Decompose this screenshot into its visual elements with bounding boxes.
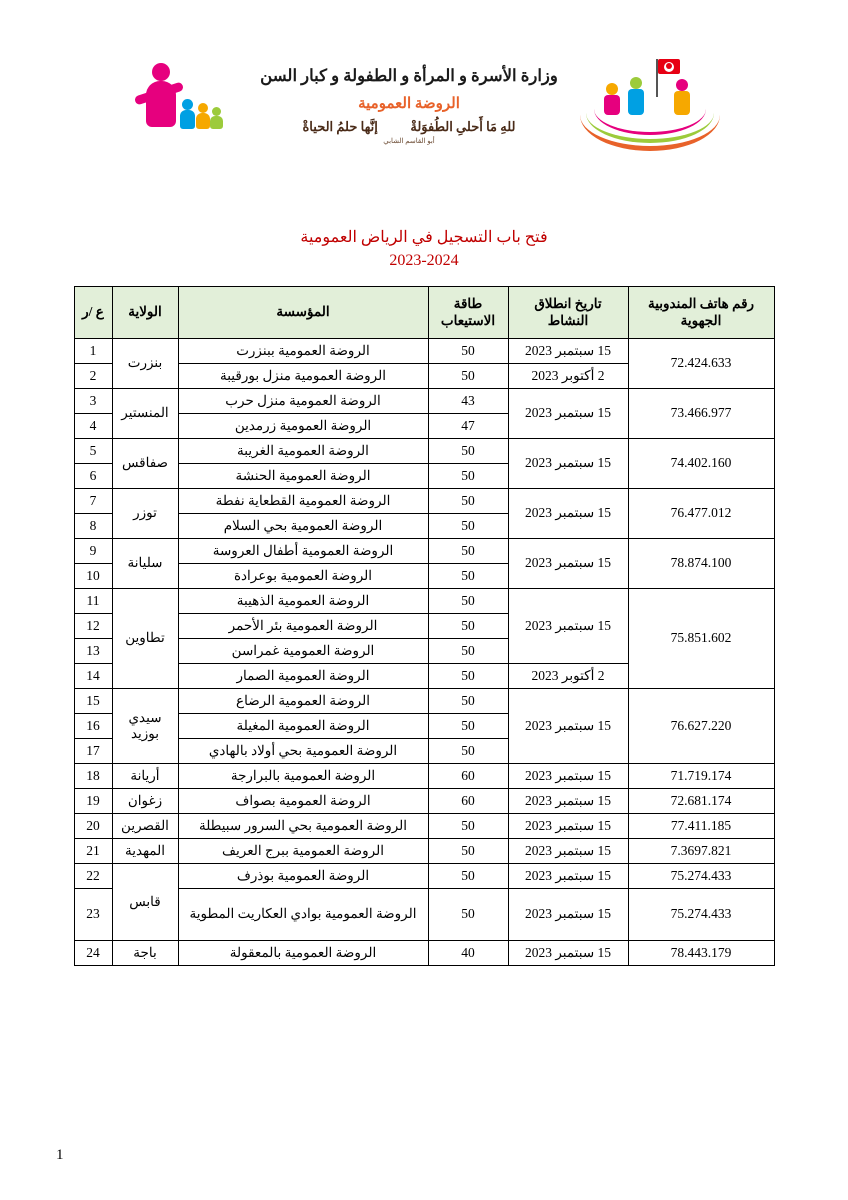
table-row	[74, 339, 774, 364]
cell-start-date: 15 سبتمبر 2023	[508, 339, 628, 364]
slogan-attribution: أبو القاسم الشابي	[383, 136, 435, 145]
cell-index: 9	[74, 539, 112, 564]
cell-phone: 74.402.160	[628, 439, 774, 489]
cell-index: 21	[74, 839, 112, 864]
cell-institution: الروضة العمومية أطفال العروسة	[178, 539, 428, 564]
cell-start-date: 15 سبتمبر 2023	[508, 439, 628, 489]
cell-phone: 76.627.220	[628, 689, 774, 764]
table-row	[74, 839, 774, 864]
table-row	[74, 864, 774, 889]
column-header-governorate: الولاية	[112, 287, 178, 339]
page-number: 1	[56, 1147, 64, 1163]
cell-capacity: 50	[428, 839, 508, 864]
cell-phone: 72.424.633	[628, 339, 774, 389]
cell-governorate: صفاقس	[112, 439, 178, 489]
table-row	[74, 764, 774, 789]
cell-phone: 76.477.012	[628, 489, 774, 539]
cell-start-date: 15 سبتمبر 2023	[508, 889, 628, 941]
page-title	[56, 226, 792, 272]
cell-institution: الروضة العمومية غمراسن	[178, 639, 428, 664]
cell-capacity: 50	[428, 614, 508, 639]
cell-capacity: 60	[428, 789, 508, 814]
child-head-3	[676, 79, 688, 91]
column-header-capacity: طاقة الاستيعاب	[428, 287, 508, 339]
cell-institution: الروضة العمومية بئر الأحمر	[178, 614, 428, 639]
column-header-start-date: تاريخ انطلاق النشاط	[508, 287, 628, 339]
cell-index: 1	[74, 339, 112, 364]
cell-phone: 75.274.433	[628, 864, 774, 889]
cell-index: 24	[74, 941, 112, 966]
cell-institution: الروضة العمومية منزل بورقيبة	[178, 364, 428, 389]
cell-capacity: 50	[428, 339, 508, 364]
ministry-text-block	[256, 66, 562, 145]
cell-capacity: 50	[428, 714, 508, 739]
cell-governorate: زغوان	[112, 789, 178, 814]
cell-institution: الروضة العمومية بحي أولاد بالهادي	[178, 739, 428, 764]
cell-phone: 78.874.100	[628, 539, 774, 589]
cell-phone: 73.466.977	[628, 389, 774, 439]
cell-institution: الروضة العمومية بالمعقولة	[178, 941, 428, 966]
cell-capacity: 50	[428, 439, 508, 464]
cell-institution: الروضة العمومية زرمدين	[178, 414, 428, 439]
cell-capacity: 50	[428, 889, 508, 941]
slogan-part-1: للهِ مَا أَحلىِ الطُفوَلةْ	[410, 118, 516, 134]
cell-capacity: 50	[428, 689, 508, 714]
cell-institution: الروضة العمومية الرضاع	[178, 689, 428, 714]
cell-capacity: 50	[428, 464, 508, 489]
cell-governorate: المنستير	[112, 389, 178, 439]
table-row	[74, 539, 774, 564]
cell-phone: 77.411.185	[628, 814, 774, 839]
kindergarten-registration-table	[74, 286, 775, 966]
cell-governorate: القصرين	[112, 814, 178, 839]
cell-governorate: توزر	[112, 489, 178, 539]
cell-governorate: سليانة	[112, 539, 178, 589]
child-body-green-icon	[210, 116, 223, 129]
child-family-logo	[128, 59, 238, 151]
child-body-yellow-icon	[196, 113, 210, 129]
cell-phone: 75.851.602	[628, 589, 774, 689]
cell-governorate: تطاوين	[112, 589, 178, 689]
document-header	[56, 50, 792, 160]
cell-capacity: 50	[428, 514, 508, 539]
cell-start-date: 15 سبتمبر 2023	[508, 389, 628, 439]
cell-index: 10	[74, 564, 112, 589]
cell-start-date: 2 أكتوبر 2023	[508, 664, 628, 689]
ministry-slogan	[260, 119, 558, 135]
cell-index: 11	[74, 589, 112, 614]
cell-institution: الروضة العمومية الذهيبة	[178, 589, 428, 614]
table-row	[74, 814, 774, 839]
cell-phone: 72.681.174	[628, 789, 774, 814]
child-body-blue-icon	[180, 110, 195, 129]
child-head-green-icon	[212, 107, 221, 116]
cell-capacity: 50	[428, 739, 508, 764]
table-row	[74, 941, 774, 966]
table-row	[74, 789, 774, 814]
child-head-1	[606, 83, 618, 95]
cell-capacity: 50	[428, 364, 508, 389]
ministry-subtitle: الروضة العمومية	[358, 95, 460, 112]
cell-capacity: 50	[428, 564, 508, 589]
cell-start-date: 15 سبتمبر 2023	[508, 539, 628, 589]
cell-capacity: 50	[428, 814, 508, 839]
cell-start-date: 15 سبتمبر 2023	[508, 814, 628, 839]
cell-index: 6	[74, 464, 112, 489]
page-title-line-2: 2023-2024	[389, 252, 459, 270]
cell-capacity: 50	[428, 539, 508, 564]
cell-index: 15	[74, 689, 112, 714]
cell-capacity: 50	[428, 664, 508, 689]
cell-governorate: أريانة	[112, 764, 178, 789]
cell-capacity: 50	[428, 864, 508, 889]
cell-governorate: سيدي بوزيد	[112, 689, 178, 764]
cell-index: 13	[74, 639, 112, 664]
cell-index: 17	[74, 739, 112, 764]
cell-institution: الروضة العمومية بحي السلام	[178, 514, 428, 539]
cell-index: 22	[74, 864, 112, 889]
cell-capacity: 50	[428, 589, 508, 614]
adult-head-icon	[152, 63, 170, 81]
cell-start-date: 2 أكتوبر 2023	[508, 364, 628, 389]
cell-institution: الروضة العمومية المغيلة	[178, 714, 428, 739]
child-head-blue-icon	[182, 99, 193, 110]
cell-index: 5	[74, 439, 112, 464]
table-row	[74, 689, 774, 714]
table-header	[74, 287, 774, 339]
cell-capacity: 50	[428, 489, 508, 514]
table-row	[74, 889, 774, 941]
cell-institution: الروضة العمومية منزل حرب	[178, 389, 428, 414]
cell-phone: 78.443.179	[628, 941, 774, 966]
cell-phone: 75.274.433	[628, 889, 774, 941]
cell-institution: الروضة العمومية القطعاية نفطة	[178, 489, 428, 514]
ministry-title: وزارة الأسرة و المرأة و الطفولة و كبار السن	[260, 65, 558, 85]
cell-index: 23	[74, 889, 112, 941]
cell-index: 8	[74, 514, 112, 539]
cell-start-date: 15 سبتمبر 2023	[508, 589, 628, 664]
table-row	[74, 489, 774, 514]
cell-institution: الروضة العمومية بالبرارجة	[178, 764, 428, 789]
cell-index: 16	[74, 714, 112, 739]
column-header-phone: رقم هاتف المندوبية الجهوية	[628, 287, 774, 339]
children-logo	[580, 57, 720, 153]
cell-institution: الروضة العمومية ببرج العريف	[178, 839, 428, 864]
cell-index: 4	[74, 414, 112, 439]
page-title-line-1: فتح باب التسجيل في الرياض العمومية	[300, 229, 548, 246]
cell-capacity: 50	[428, 639, 508, 664]
cell-index: 3	[74, 389, 112, 414]
table-header-row	[74, 287, 774, 339]
cell-phone: 7.3697.821	[628, 839, 774, 864]
cell-institution: الروضة العمومية الحنشة	[178, 464, 428, 489]
cell-governorate: المهدية	[112, 839, 178, 864]
cell-institution: الروضة العمومية بحي السرور سبيطلة	[178, 814, 428, 839]
cell-capacity: 47	[428, 414, 508, 439]
column-header-index: ع /ر	[74, 287, 112, 339]
cell-governorate: بنزرت	[112, 339, 178, 389]
cell-start-date: 15 سبتمبر 2023	[508, 789, 628, 814]
cell-governorate: باجة	[112, 941, 178, 966]
cell-institution: الروضة العمومية بصواف	[178, 789, 428, 814]
cell-institution: الروضة العمومية بوعرادة	[178, 564, 428, 589]
column-header-institution: المؤسسة	[178, 287, 428, 339]
slogan-part-2: إنَّها حلمُ الحياةْ	[302, 118, 378, 134]
cell-institution: الروضة العمومية ببنزرت	[178, 339, 428, 364]
cell-index: 19	[74, 789, 112, 814]
cell-index: 12	[74, 614, 112, 639]
cell-start-date: 15 سبتمبر 2023	[508, 489, 628, 539]
cell-institution: الروضة العمومية بوذرف	[178, 864, 428, 889]
cell-index: 18	[74, 764, 112, 789]
cell-capacity: 40	[428, 941, 508, 966]
cell-institution: الروضة العمومية الصمار	[178, 664, 428, 689]
cell-start-date: 15 سبتمبر 2023	[508, 689, 628, 764]
cell-index: 14	[74, 664, 112, 689]
cell-start-date: 15 سبتمبر 2023	[508, 764, 628, 789]
cell-capacity: 60	[428, 764, 508, 789]
cell-phone: 71.719.174	[628, 764, 774, 789]
child-head-2	[630, 77, 642, 89]
cell-capacity: 43	[428, 389, 508, 414]
cell-start-date: 15 سبتمبر 2023	[508, 839, 628, 864]
cell-governorate: قابس	[112, 864, 178, 941]
child-head-yellow-icon	[198, 103, 208, 113]
table-row	[74, 439, 774, 464]
tunisia-flag-icon	[658, 59, 680, 74]
table-row	[74, 589, 774, 614]
cell-index: 2	[74, 364, 112, 389]
table-row	[74, 389, 774, 414]
cell-index: 20	[74, 814, 112, 839]
cell-start-date: 15 سبتمبر 2023	[508, 941, 628, 966]
cell-start-date: 15 سبتمبر 2023	[508, 864, 628, 889]
cell-institution: الروضة العمومية بوادي العكاريت المطوية	[178, 889, 428, 941]
table-body	[74, 339, 774, 966]
cell-institution: الروضة العمومية الغريبة	[178, 439, 428, 464]
cell-index: 7	[74, 489, 112, 514]
